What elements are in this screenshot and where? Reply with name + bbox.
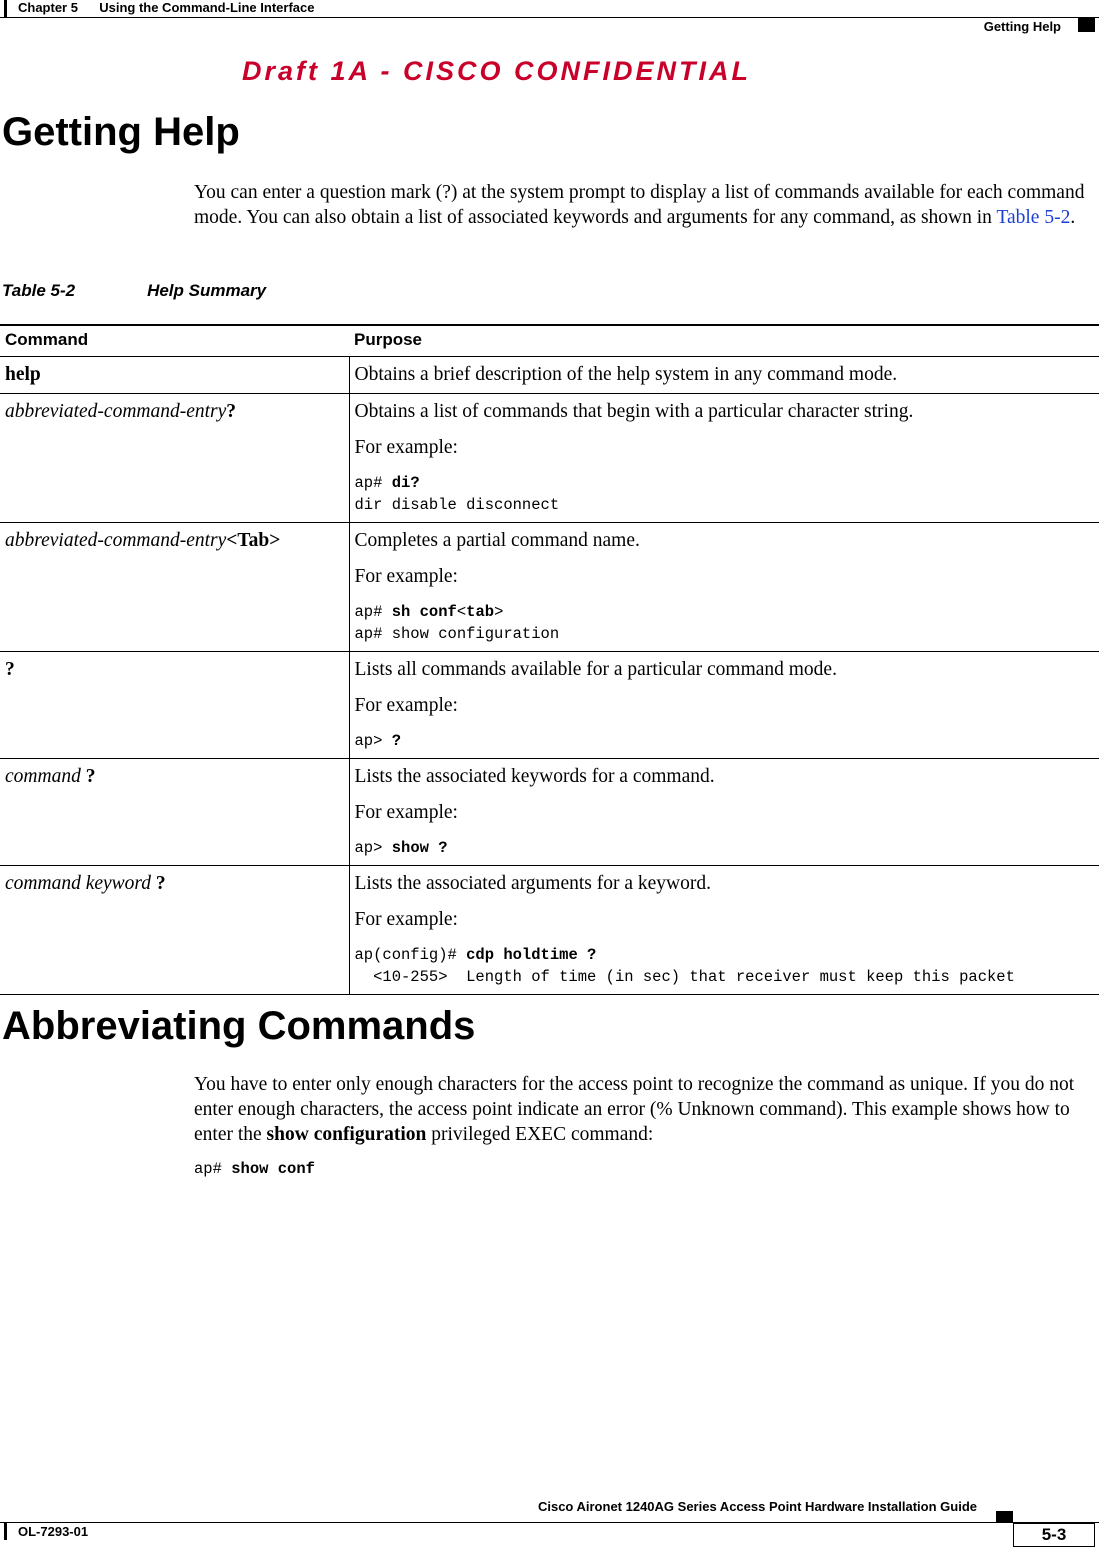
abbreviating-command: show configuration [266, 1124, 427, 1145]
command-italic: abbreviated-command-entry [5, 530, 227, 551]
for-example-label: For example: [354, 437, 458, 458]
code-command: ? [391, 732, 402, 750]
for-example-label: For example: [354, 695, 458, 716]
footer-guide-title: Cisco Aironet 1240AG Series Access Point Hardware Installation Guide [537, 1499, 977, 1514]
footer-doc-number: OL-7293-01 [18, 1524, 89, 1539]
code-prompt: ap# [354, 474, 392, 492]
table-row [0, 523, 1099, 652]
chapter-number: Chapter 5 [18, 0, 78, 15]
header-rule [0, 17, 1099, 18]
abbreviating-text-end: privileged EXEC command: [426, 1124, 654, 1145]
code-output: dir disable disconnect [354, 496, 560, 514]
command-bold: <Tab> [226, 530, 281, 551]
table-caption [2, 281, 266, 301]
page-number-box [1013, 1523, 1095, 1547]
page-title: Getting Help [2, 110, 240, 154]
purpose-text: Obtains a brief description of the help system in any command mode. [354, 364, 898, 385]
column-header-purpose: Purpose [349, 325, 1099, 357]
code-prompt: ap# [194, 1160, 232, 1178]
code-example [355, 730, 1095, 752]
purpose-cell [349, 523, 1099, 652]
purpose-cell [349, 866, 1099, 995]
header-square [1078, 18, 1095, 32]
command-bold: ? [85, 766, 96, 787]
code-prompt: ap(config)# [354, 946, 467, 964]
chapter-title: Using the Command-Line Interface [99, 0, 315, 15]
intro-paragraph [194, 180, 1094, 230]
footer-left-bar [4, 1523, 7, 1540]
command-cell [0, 357, 349, 394]
code-prompt: ap# [354, 603, 392, 621]
abbreviating-paragraph [194, 1072, 1094, 1147]
for-example-label: For example: [354, 909, 458, 930]
code-lt: < [456, 603, 467, 621]
code-example [355, 837, 1095, 859]
header-chapter [18, 0, 314, 15]
command-italic: command keyword [5, 873, 152, 894]
help-summary-table [0, 324, 1099, 995]
command-bold: ? [226, 401, 237, 422]
code-prompt: ap> [354, 839, 392, 857]
table-row [0, 652, 1099, 759]
section-heading: Abbreviating Commands [2, 1004, 476, 1048]
code-example [355, 472, 1095, 516]
code-example [355, 601, 1095, 645]
table-row [0, 866, 1099, 995]
intro-text-end: . [1070, 207, 1076, 228]
purpose-text: Obtains a list of commands that begin with a particular character string. [354, 401, 914, 422]
code-prompt: ap> [354, 732, 392, 750]
code-command: cdp holdtime ? [466, 946, 597, 964]
purpose-text: Lists the associated arguments for a keyword. [354, 873, 712, 894]
code-output: ap# show configuration [354, 625, 560, 643]
table-reference-link[interactable]: Table 5-2 [996, 207, 1071, 228]
table-caption-number: Table 5-2 [2, 281, 76, 300]
command-cell [0, 652, 349, 759]
command-bold: help [5, 364, 41, 385]
code-gt: > [494, 603, 504, 621]
table-caption-title: Help Summary [147, 281, 267, 300]
code-example [355, 944, 1095, 988]
command-bold: ? [5, 659, 15, 680]
intro-text: You can enter a question mark (?) at the system prompt to display a list of commands available for each command mode. You can also obtain a list of associated keywords and arguments for any command, as shown in [194, 182, 1085, 228]
purpose-cell [349, 394, 1099, 523]
column-header-command: Command [0, 325, 349, 357]
code-command: show conf [231, 1160, 315, 1178]
command-bold: ? [155, 873, 166, 894]
table-row [0, 394, 1099, 523]
table-row [0, 759, 1099, 866]
command-cell [0, 523, 349, 652]
code-command: sh conf [391, 603, 457, 621]
purpose-text: Lists the associated keywords for a command. [354, 766, 715, 787]
command-italic: abbreviated-command-entry [5, 401, 227, 422]
code-key: tab [466, 603, 495, 621]
command-cell [0, 866, 349, 995]
abbreviating-code-example [194, 1158, 315, 1180]
purpose-cell [349, 357, 1099, 394]
purpose-cell [349, 759, 1099, 866]
code-command: di? [391, 474, 420, 492]
command-cell [0, 759, 349, 866]
purpose-text: Completes a partial command name. [354, 530, 640, 551]
for-example-label: For example: [354, 566, 458, 587]
command-cell [0, 394, 349, 523]
abbreviating-text: You have to enter only enough characters for the access point to recognize the command as unique. If you do not enter enough characters, the access point indicate an error (% Unknown command). This example shows how to enter the [194, 1074, 1075, 1145]
page-number: 5-3 [1041, 1525, 1067, 1544]
table-header-row [0, 325, 1099, 357]
table-row [0, 357, 1099, 394]
code-output: <10-255> Length of time (in sec) that receiver must keep this packet [354, 968, 1015, 986]
purpose-cell [349, 652, 1099, 759]
purpose-text: Lists all commands available for a particular command mode. [354, 659, 837, 680]
for-example-label: For example: [354, 802, 458, 823]
footer-rule [0, 1522, 1099, 1523]
header-section: Getting Help [983, 19, 1061, 34]
code-command: show ? [391, 839, 448, 857]
header-left-bar [4, 0, 7, 17]
command-italic: command [5, 766, 81, 787]
draft-banner: Draft 1A - CISCO CONFIDENTIAL [242, 56, 752, 86]
